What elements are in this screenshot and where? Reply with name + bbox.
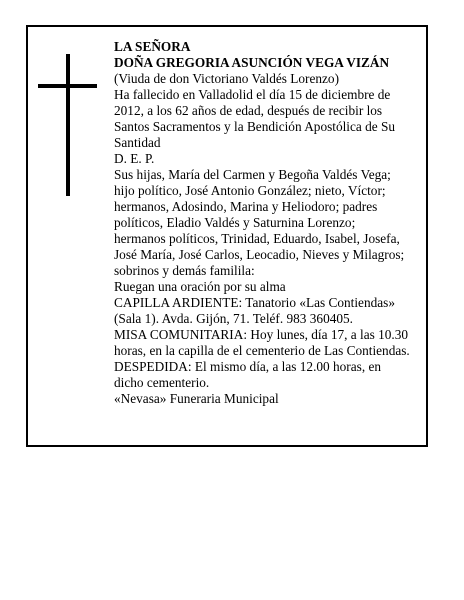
deceased-name: DOÑA GREGORIA ASUNCIÓN VEGA VIZÁN: [114, 55, 390, 70]
death-notice: Ha fallecido en Valladolid el día 15 de diciembre de 2012, a los 62 años de edad, después de recibir los Santos Sacramentos y la Bendición Apostólica de Su Santidad: [114, 87, 396, 150]
cross-icon: [66, 54, 70, 196]
widow-of: (Viuda de don Victoriano Valdés Lorenzo): [114, 71, 340, 86]
mass-info: MISA COMUNITARIA: Hoy lunes, día 17, a las 10.30 horas, en la capilla de el cementerio de Las Contiendas.: [114, 327, 410, 358]
family-list: Sus hijas, María del Carmen y Begoña Valdés Vega; hijo político, José Antonio González; nieto, Víctor; hermanos, Adosindo, Marina y Heliodoro; padres políticos, Eladio Valdés y Saturnina Lorenzo; hermanos políticos, Trinidad, Eduardo, Isabel, Josefa, José María, José Carlos, Leocadio, Nieves y Milagros; sobrinos y demás familila:: [114, 167, 405, 278]
chapel-info: CAPILLA ARDIENTE: Tanatorio «Las Contiendas» (Sala 1). Avda. Gijón, 71. Teléf. 983 360405.: [114, 295, 395, 326]
funeral-home: «Nevasa» Funeraria Municipal: [114, 391, 279, 406]
obituary-text: [114, 39, 410, 407]
cross-icon-bar: [38, 84, 97, 88]
obituary-title: LA SEÑORA: [114, 39, 191, 54]
rip-text: D. E. P.: [114, 151, 155, 166]
prayer-request: Ruegan una oración por su alma: [114, 279, 286, 294]
farewell-info: DESPEDIDA: El mismo día, a las 12.00 horas, en dicho cementerio.: [114, 359, 382, 390]
